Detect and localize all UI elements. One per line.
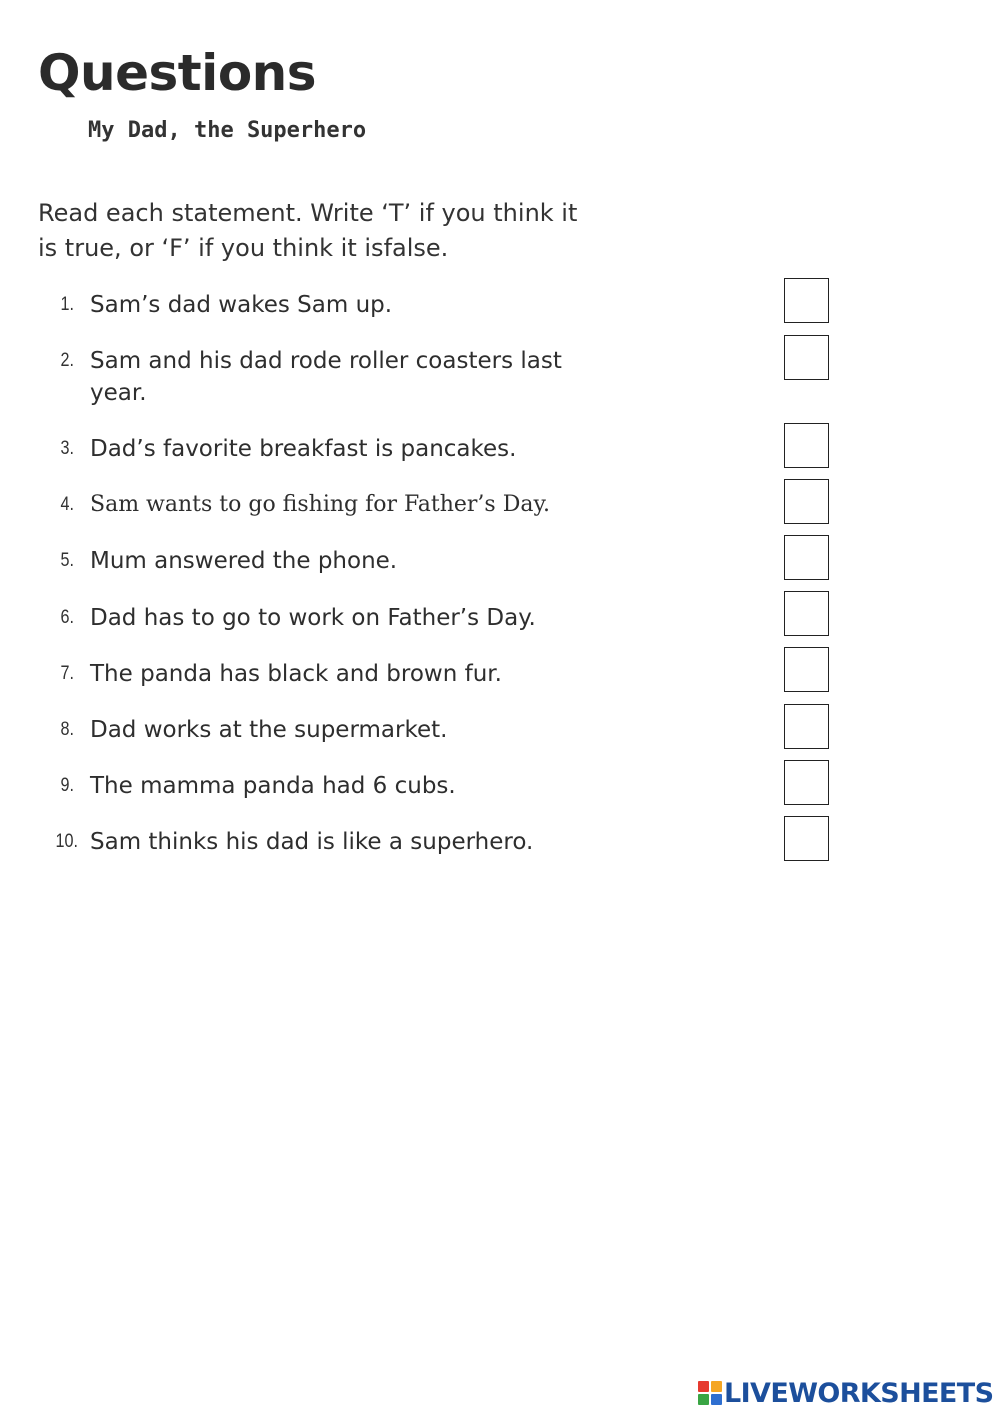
answer-box-2[interactable]	[784, 335, 829, 380]
question-text: Dad works at the supermarket.	[90, 717, 448, 743]
question-number: 1.	[60, 294, 74, 315]
question-text: Mum answered the phone.	[90, 548, 398, 574]
logo-square-red	[698, 1381, 709, 1392]
question-text: Sam thinks his dad is like a superhero.	[90, 829, 534, 855]
question-text: Dad’s favorite breakfast is pancakes.	[90, 436, 517, 462]
story-title: My Dad, the Superhero	[88, 118, 367, 143]
question-text: Sam’s dad wakes Sam up.	[90, 292, 393, 318]
question-number: 8.	[60, 719, 74, 740]
question-text: The mamma panda had 6 cubs.	[90, 773, 456, 799]
question-text: The panda has black and brown fur.	[90, 661, 502, 687]
answer-box-7[interactable]	[784, 647, 829, 692]
liveworksheets-brand	[698, 1376, 993, 1410]
answer-box-5[interactable]	[784, 535, 829, 580]
question-number: 7.	[60, 663, 74, 684]
question-number: 9.	[60, 775, 74, 796]
question-text: Sam wants to go fishing for Father’s Day.	[90, 492, 550, 517]
answer-box-9[interactable]	[784, 760, 829, 805]
question-text: Sam and his dad rode roller coasters last year.	[90, 348, 562, 406]
page-title: Questions	[38, 44, 317, 102]
question-text: Dad has to go to work on Father’s Day.	[90, 605, 536, 631]
question-number: 2.	[60, 350, 74, 371]
instructions-line-1: Read each statement. Write ‘T’ if you think it	[38, 199, 578, 227]
question-number: 4.	[60, 494, 74, 515]
question-number: 5.	[60, 550, 74, 571]
instructions-line-2: is true, or ‘F’ if you think it isfalse.	[38, 234, 449, 262]
answer-box-10[interactable]	[784, 816, 829, 861]
logo-square-orange	[711, 1381, 722, 1392]
answer-box-4[interactable]	[784, 479, 829, 524]
logo-square-green	[698, 1394, 709, 1405]
answer-box-6[interactable]	[784, 591, 829, 636]
answer-box-1[interactable]	[784, 278, 829, 323]
answer-box-8[interactable]	[784, 704, 829, 749]
liveworksheets-logo-icon	[698, 1381, 722, 1405]
answer-box-3[interactable]	[784, 423, 829, 468]
question-number: 3.	[60, 438, 74, 459]
brand-name: LIVEWORKSHEETS	[724, 1377, 994, 1409]
question-number: 6.	[60, 607, 74, 628]
logo-square-blue	[711, 1394, 722, 1405]
question-number: 10.	[55, 831, 78, 852]
instructions	[38, 196, 618, 266]
